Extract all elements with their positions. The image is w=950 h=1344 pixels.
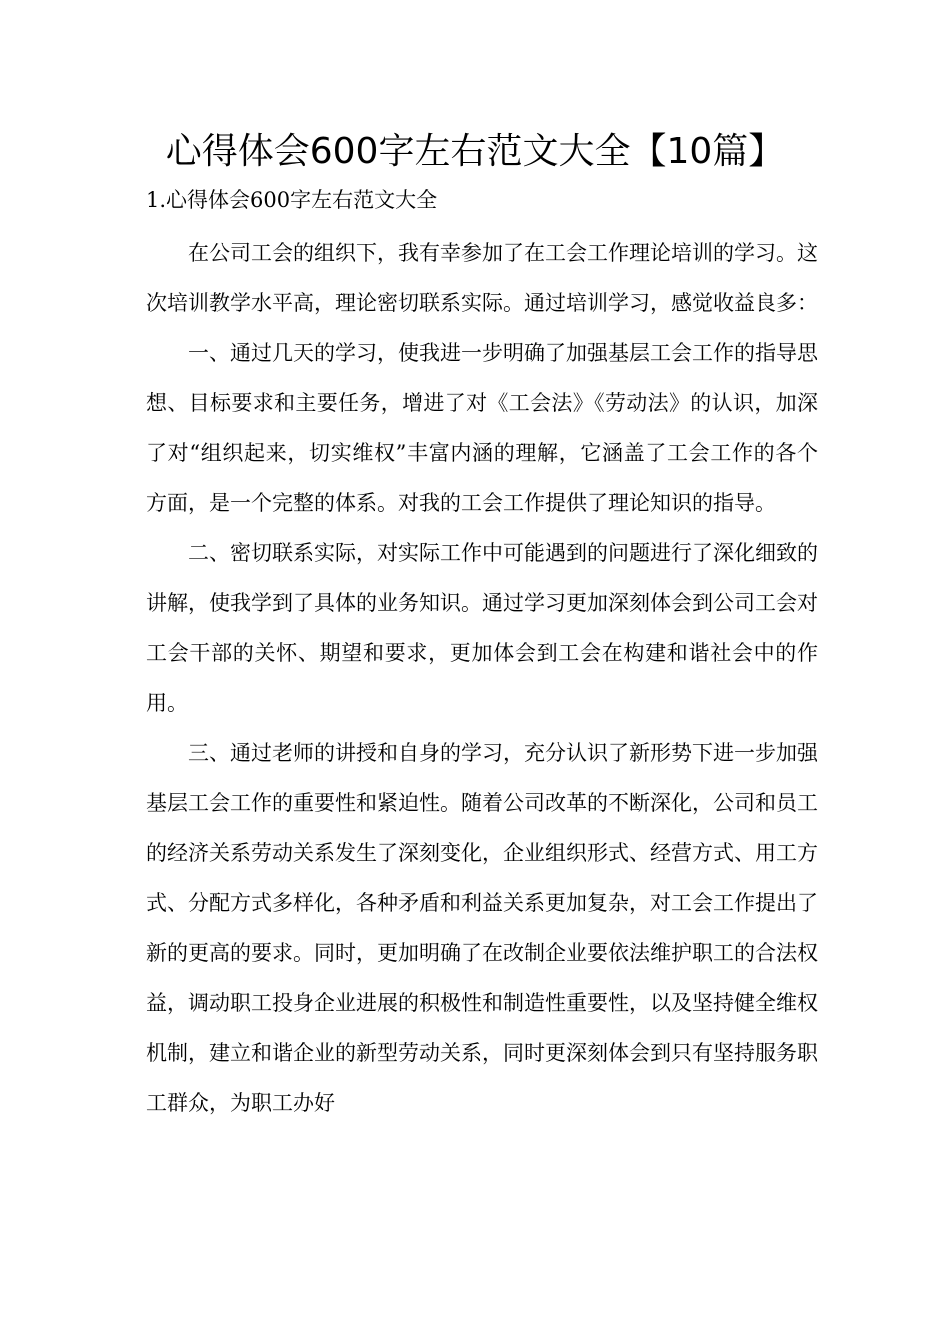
document-body [146,228,818,1128]
document-title: 心得体会600字左右范文大全【10篇】 [165,131,785,172]
paragraph-point-three: 三、通过老师的讲授和自身的学习，充分认识了新形势下进一步加强基层工会工作的重要性和紧迫性。随着公司改革的不断深化，公司和员工的经济关系劳动关系发生了深刻变化，企业组织形式、经营方式、用工方式、分配方式多样化，各种矛盾和利益关系更加复杂，对工会工作提出了新的更高的要求。同时，更加明确了在改制企业要依法维护职工的合法权益，调动职工投身企业进展的积极性和制造性重要性，以及坚持健全维权机制，建立和谐企业的新型劳动关系，同时更深刻体会到只有坚持服务职工群众，为职工办好 [146,741,818,1115]
section-heading: 1.心得体会600字左右范文大全 [146,188,438,212]
paragraph-point-two: 二、密切联系实际，对实际工作中可能遇到的问题进行了深化细致的讲解，使我学到了具体的业务知识。通过学习更加深刻体会到公司工会对工会干部的关怀、期望和要求，更加体会到工会在构建和谐社会中的作用。 [146,541,818,715]
paragraph-intro: 在公司工会的组织下，我有幸参加了在工会工作理论培训的学习。这次培训教学水平高，理论密切联系实际。通过培训学习，感觉收益良多： [146,241,818,315]
paragraph-point-one: 一、通过几天的学习，使我进一步明确了加强基层工会工作的指导思想、目标要求和主要任务，增进了对《工会法》《劳动法》的认识，加深了对“组织起来，切实维权”丰富内涵的理解，它涵盖了工会工作的各个方面，是一个完整的体系。对我的工会工作提供了理论知识的指导。 [146,341,818,515]
